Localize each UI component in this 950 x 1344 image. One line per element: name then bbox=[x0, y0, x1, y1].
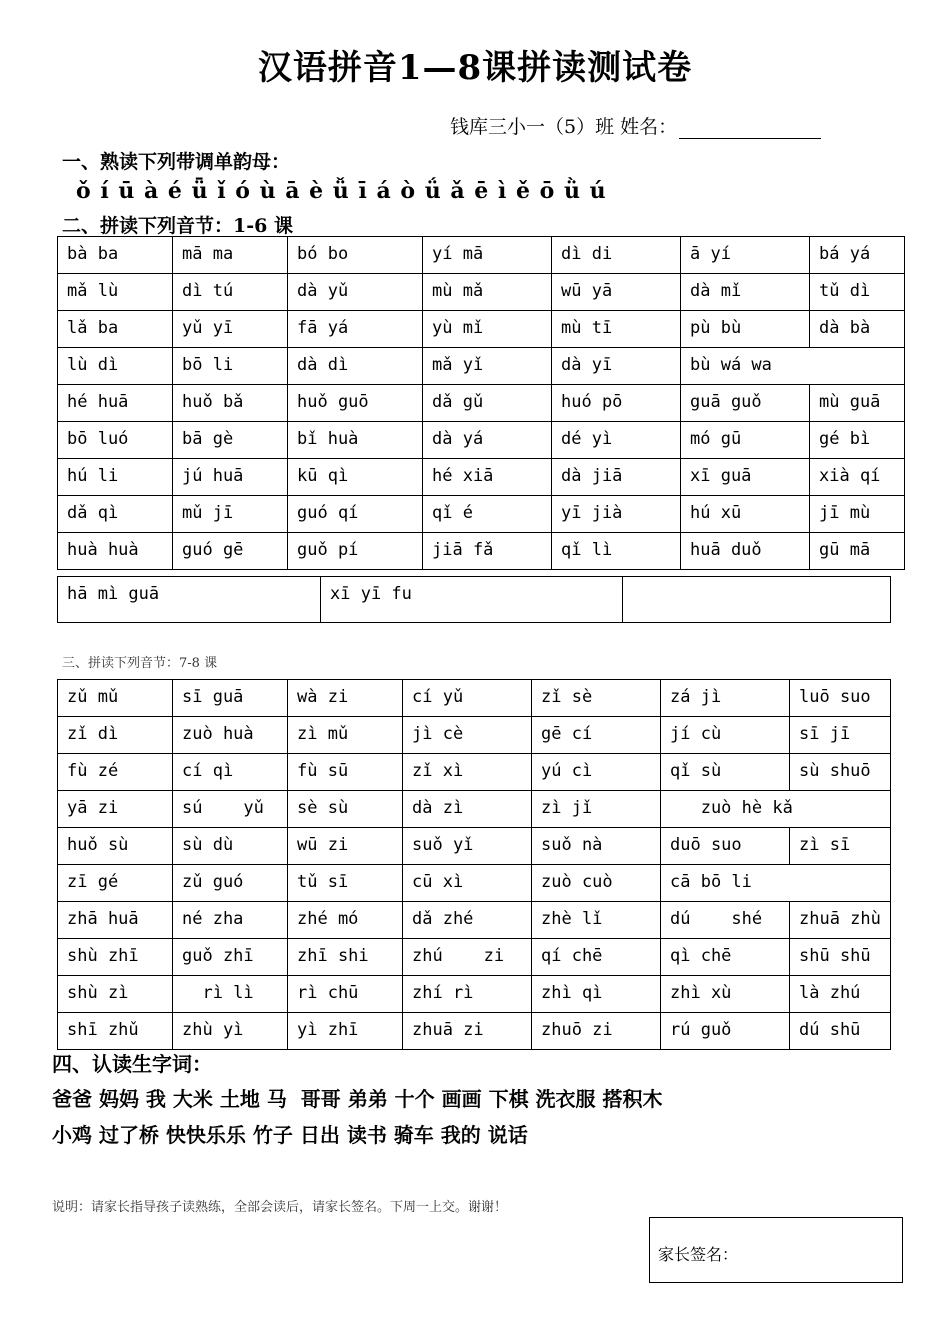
section2-cell: yù mǐ bbox=[423, 311, 552, 348]
section3-cell: sù shuō bbox=[790, 754, 891, 791]
section2-cell: qǐ é bbox=[423, 496, 552, 533]
section3-cell: zuò huà bbox=[173, 717, 288, 754]
section3-cell: qì chē bbox=[661, 939, 790, 976]
section2-cell: gū mā bbox=[810, 533, 905, 570]
section2-cell: huà huà bbox=[58, 533, 173, 570]
section2-cell: xī guā bbox=[681, 459, 810, 496]
section2-cell: dǎ gǔ bbox=[423, 385, 552, 422]
section3-cell: shū shū bbox=[790, 939, 891, 976]
section3-cell: jì cè bbox=[403, 717, 532, 754]
section3-cell: dú shū bbox=[790, 1013, 891, 1050]
section2-cell: jiā fǎ bbox=[423, 533, 552, 570]
section2-cell: qǐ lì bbox=[552, 533, 681, 570]
section2-cell: dì tú bbox=[173, 274, 288, 311]
section3-cell: zhuā zhù bbox=[790, 902, 891, 939]
section3-row bbox=[58, 680, 891, 717]
section3-cell: zì mǔ bbox=[288, 717, 403, 754]
section3-cell: cí yǔ bbox=[403, 680, 532, 717]
section2-cell: dà yī bbox=[552, 348, 681, 385]
section3-cell: zǔ mǔ bbox=[58, 680, 173, 717]
section3-cell: zǐ sè bbox=[532, 680, 661, 717]
section2-cell: mǎ yǐ bbox=[423, 348, 552, 385]
section2-cell: pù bù bbox=[681, 311, 810, 348]
section2-cell: yí mā bbox=[423, 237, 552, 274]
section2-cell: mǔ jī bbox=[173, 496, 288, 533]
section3-cell: dú shé bbox=[661, 902, 790, 939]
section2-cell: kū qì bbox=[288, 459, 423, 496]
section3-cell: zǐ dì bbox=[58, 717, 173, 754]
section2-cell: bá yá bbox=[810, 237, 905, 274]
section2-cell: guó gē bbox=[173, 533, 288, 570]
section3-cell: cū xì bbox=[403, 865, 532, 902]
section2-cell: hé xiā bbox=[423, 459, 552, 496]
section3-cell: wà zi bbox=[288, 680, 403, 717]
section3-cell: cí qì bbox=[173, 754, 288, 791]
section2-row bbox=[58, 348, 905, 385]
section3-cell: né zha bbox=[173, 902, 288, 939]
section3-cell: rì lì bbox=[173, 976, 288, 1013]
section2-cell: dé yì bbox=[552, 422, 681, 459]
section3-cell: yā zi bbox=[58, 791, 173, 828]
section2-cell: huǒ bǎ bbox=[173, 385, 288, 422]
section3-cell: zhí rì bbox=[403, 976, 532, 1013]
parent-note: 说明：请家长指导孩子读熟练，全部会读后，请家长签名。下周一上交。谢谢！ bbox=[52, 1200, 508, 1215]
section3-cell: zī gé bbox=[58, 865, 173, 902]
section3-cell: sī jī bbox=[790, 717, 891, 754]
section3-cell: guǒ zhī bbox=[173, 939, 288, 976]
section2-last-row bbox=[58, 577, 891, 623]
section2-row bbox=[58, 311, 905, 348]
section2-cell: mǎ lù bbox=[58, 274, 173, 311]
section2-cell: hú xū bbox=[681, 496, 810, 533]
section2-cell: bó bo bbox=[288, 237, 423, 274]
section2-cell: hú li bbox=[58, 459, 173, 496]
section3-cell: luō suo bbox=[790, 680, 891, 717]
section2-row bbox=[58, 237, 905, 274]
section2-cell: bù wá wa bbox=[681, 348, 905, 385]
section3-row bbox=[58, 791, 891, 828]
section2-cell: dì di bbox=[552, 237, 681, 274]
section2-cell: mù guā bbox=[810, 385, 905, 422]
section3-cell: wū zi bbox=[288, 828, 403, 865]
words-line-2: 小鸡 过了桥 快快乐乐 竹子 日出 读书 骑车 我的 说话 bbox=[52, 1123, 528, 1147]
section2-row bbox=[58, 274, 905, 311]
section2-cell: ā yí bbox=[681, 237, 810, 274]
section3-cell: jí cù bbox=[661, 717, 790, 754]
section2-cell: hé huā bbox=[58, 385, 173, 422]
section3-cell: zá jì bbox=[661, 680, 790, 717]
section3-cell: shù zhī bbox=[58, 939, 173, 976]
section3-cell: zhú zi bbox=[403, 939, 532, 976]
section2-cell: mā ma bbox=[173, 237, 288, 274]
section3-cell: zhé mó bbox=[288, 902, 403, 939]
signature-box[interactable] bbox=[649, 1217, 903, 1283]
section3-cell: zhī shi bbox=[288, 939, 403, 976]
section2-cell: guǒ pí bbox=[288, 533, 423, 570]
section2-cell: dà bà bbox=[810, 311, 905, 348]
section3-row bbox=[58, 717, 891, 754]
section3-cell: rú guǒ bbox=[661, 1013, 790, 1050]
section3-cell: zhuā zi bbox=[403, 1013, 532, 1050]
section3-cell: suǒ yǐ bbox=[403, 828, 532, 865]
section2-cell: yī jià bbox=[552, 496, 681, 533]
section3-cell: zì sī bbox=[790, 828, 891, 865]
section3-cell: zhuō zi bbox=[532, 1013, 661, 1050]
section3-cell: zhā huā bbox=[58, 902, 173, 939]
section2-cell: lǎ ba bbox=[58, 311, 173, 348]
section2-cell: guā guǒ bbox=[681, 385, 810, 422]
section3-cell: cā bō li bbox=[661, 865, 891, 902]
section3-row bbox=[58, 754, 891, 791]
section3-cell: sè sù bbox=[288, 791, 403, 828]
section3-cell: zǐ xì bbox=[403, 754, 532, 791]
section2-row bbox=[58, 385, 905, 422]
section2-cell: wū yā bbox=[552, 274, 681, 311]
section2-cell: jú huā bbox=[173, 459, 288, 496]
section3-cell: sù dù bbox=[173, 828, 288, 865]
section2-cell bbox=[623, 577, 891, 623]
section2-row bbox=[58, 496, 905, 533]
school-label: 钱库三小一（5）班 姓名： bbox=[450, 116, 678, 138]
section3-cell: dǎ zhé bbox=[403, 902, 532, 939]
section1-heading: 一、熟读下列带调单韵母： bbox=[62, 151, 291, 173]
section2-cell: dà yǔ bbox=[288, 274, 423, 311]
section2-cell: yǔ yī bbox=[173, 311, 288, 348]
section3-row bbox=[58, 939, 891, 976]
section3-cell: zhì qì bbox=[532, 976, 661, 1013]
section3-cell: duō suo bbox=[661, 828, 790, 865]
section2-cell: mù mǎ bbox=[423, 274, 552, 311]
section2-table bbox=[57, 236, 905, 570]
section3-cell: qí chē bbox=[532, 939, 661, 976]
section3-cell: shī zhǔ bbox=[58, 1013, 173, 1050]
section2-table-last-row bbox=[57, 576, 891, 623]
section2-cell: huǒ guō bbox=[288, 385, 423, 422]
section3-cell: yú cì bbox=[532, 754, 661, 791]
school-class-name-line bbox=[450, 112, 821, 139]
words-line-1: 爸爸 妈妈 我 大米 土地 马 哥哥 弟弟 十个 画画 下棋 洗衣服 搭积木 bbox=[52, 1087, 663, 1111]
signature-label: 家长签名： bbox=[658, 1245, 739, 1264]
section3-cell: sú yǔ bbox=[173, 791, 288, 828]
section2-cell: dà yá bbox=[423, 422, 552, 459]
section3-row bbox=[58, 865, 891, 902]
section2-cell: dà dì bbox=[288, 348, 423, 385]
section2-cell: huā duǒ bbox=[681, 533, 810, 570]
section3-cell: yì zhī bbox=[288, 1013, 403, 1050]
section2-cell: mó gū bbox=[681, 422, 810, 459]
section3-heading: 三、拼读下列音节：7-8 课 bbox=[62, 656, 218, 671]
section3-row bbox=[58, 828, 891, 865]
section3-cell: zuò cuò bbox=[532, 865, 661, 902]
section4-heading: 四、认读生字词： bbox=[52, 1052, 212, 1076]
section2-row bbox=[58, 533, 905, 570]
section3-cell: shù zì bbox=[58, 976, 173, 1013]
section2-cell: hā mì guā bbox=[58, 577, 321, 623]
section2-cell: fā yá bbox=[288, 311, 423, 348]
section2-cell: mù tī bbox=[552, 311, 681, 348]
section2-cell: xī yī fu bbox=[321, 577, 623, 623]
section2-cell: bā gè bbox=[173, 422, 288, 459]
section3-cell: là zhú bbox=[790, 976, 891, 1013]
section2-row bbox=[58, 422, 905, 459]
section2-cell: dǎ qì bbox=[58, 496, 173, 533]
section3-table bbox=[57, 679, 891, 1050]
section3-cell: zhè lǐ bbox=[532, 902, 661, 939]
section3-cell: zǔ guó bbox=[173, 865, 288, 902]
section3-cell: zuò hè kǎ bbox=[661, 791, 891, 828]
section3-cell: rì chū bbox=[288, 976, 403, 1013]
section3-cell: huǒ sù bbox=[58, 828, 173, 865]
section3-cell: gē cí bbox=[532, 717, 661, 754]
toned-vowels: ǒ í ū à é ǖ ǐ ó ù ā è ǚ ī á ò ǘ ǎ ē ì ě ō ǜ ú bbox=[76, 178, 607, 204]
section2-cell: xià qí bbox=[810, 459, 905, 496]
section2-cell: huó pō bbox=[552, 385, 681, 422]
section3-cell: zhì xù bbox=[661, 976, 790, 1013]
section2-cell: tǔ dì bbox=[810, 274, 905, 311]
section3-row bbox=[58, 1013, 891, 1050]
section2-cell: bō li bbox=[173, 348, 288, 385]
name-blank[interactable] bbox=[679, 120, 821, 139]
section3-cell: qǐ sù bbox=[661, 754, 790, 791]
section3-row bbox=[58, 902, 891, 939]
section3-row bbox=[58, 976, 891, 1013]
section2-heading: 二、拼读下列音节：1-6 课 bbox=[62, 215, 293, 237]
section3-cell: tǔ sī bbox=[288, 865, 403, 902]
section2-cell: dà mǐ bbox=[681, 274, 810, 311]
section3-cell: suǒ nà bbox=[532, 828, 661, 865]
section3-cell: fù zé bbox=[58, 754, 173, 791]
section2-cell: bà ba bbox=[58, 237, 173, 274]
section2-cell: gé bì bbox=[810, 422, 905, 459]
section2-cell: guó qí bbox=[288, 496, 423, 533]
section2-row bbox=[58, 459, 905, 496]
section3-cell: dà zì bbox=[403, 791, 532, 828]
section2-cell: jī mù bbox=[810, 496, 905, 533]
page-title: 汉语拼音1—8课拼读测试卷 bbox=[257, 48, 693, 88]
section2-cell: dà jiā bbox=[552, 459, 681, 496]
section2-cell: lù dì bbox=[58, 348, 173, 385]
section2-cell: bǐ huà bbox=[288, 422, 423, 459]
section3-cell: zì jǐ bbox=[532, 791, 661, 828]
section3-cell: sī guā bbox=[173, 680, 288, 717]
section3-cell: zhù yì bbox=[173, 1013, 288, 1050]
section3-cell: fù sū bbox=[288, 754, 403, 791]
section2-cell: bō luó bbox=[58, 422, 173, 459]
